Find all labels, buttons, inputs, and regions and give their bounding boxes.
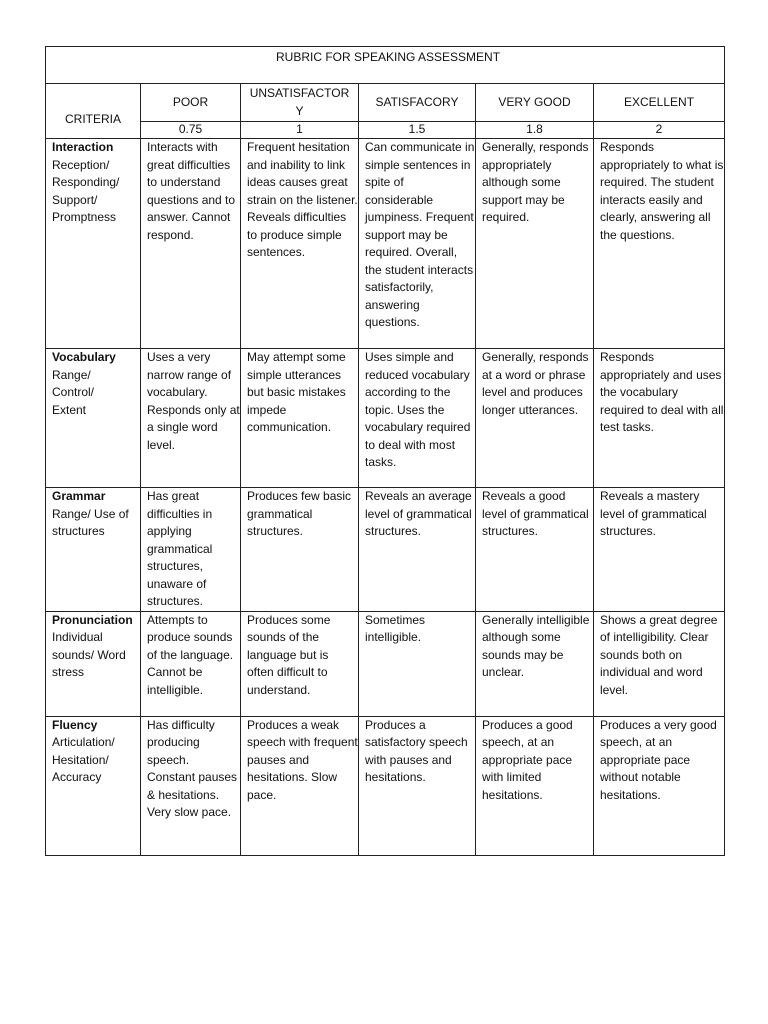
descriptor-text: Attempts to produce sounds of the language. Cannot be intelligible. bbox=[147, 612, 234, 697]
criterion-subtitle: Articulation/ Hesitation/ Accuracy bbox=[52, 735, 115, 784]
criterion-subtitle: Range/ Control/ Extent bbox=[52, 367, 95, 417]
descriptor-cell bbox=[476, 139, 594, 349]
descriptor-text: Interacts with great difficulties to understand questions and to answer. Cannot respond. bbox=[147, 140, 236, 242]
criterion-name: Fluency bbox=[52, 717, 98, 732]
descriptor-text: May attempt some simple utterances but basic mistakes impede communication. bbox=[247, 350, 346, 434]
descriptor-text: Frequent hesitation and inability to link ideas causes great strain on the listener. Reveals difficulties to produce simple sentences. bbox=[247, 140, 358, 259]
criterion-name: Interaction bbox=[52, 140, 114, 154]
level-header-satisfactory: SATISFACORY bbox=[359, 84, 476, 122]
descriptor-text: Can communicate in simple sentences in spite of considerable jumpiness. Frequent support may be required. Overall, the student interacts satisfactorily, answering questions. bbox=[365, 140, 475, 329]
descriptor-cell bbox=[359, 716, 476, 855]
criterion-row-pronunciation bbox=[46, 611, 725, 716]
descriptor-cell bbox=[359, 488, 476, 612]
descriptor-text: Produces a satisfactory speech with pauses and hesitations. bbox=[365, 717, 468, 784]
descriptor-text: Uses a very narrow range of vocabulary. Responds only at a single word level. bbox=[147, 350, 240, 452]
level-header-very-good: VERY GOOD bbox=[476, 84, 594, 122]
criterion-subtitle: Individual sounds/ Word stress bbox=[52, 630, 126, 679]
descriptor-cell bbox=[359, 611, 476, 716]
descriptor-cell bbox=[141, 611, 241, 716]
descriptor-cell bbox=[359, 349, 476, 488]
descriptor-cell bbox=[594, 611, 725, 716]
title-row bbox=[46, 47, 725, 84]
criterion-name: Grammar bbox=[52, 489, 106, 503]
score-excellent: 2 bbox=[594, 122, 725, 139]
score-satisfactory: 1.5 bbox=[359, 122, 476, 139]
criterion-row-fluency bbox=[46, 716, 725, 855]
descriptor-cell bbox=[141, 349, 241, 488]
descriptor-cell bbox=[594, 349, 725, 488]
descriptor-cell bbox=[141, 488, 241, 612]
descriptor-text: Generally intelligible although some sounds may be unclear. bbox=[482, 612, 590, 679]
criterion-cell bbox=[46, 611, 141, 716]
descriptor-cell bbox=[594, 139, 725, 349]
criterion-row-interaction bbox=[46, 139, 725, 349]
descriptor-text: Responds appropriately to what is required. The student interacts easily and clearly, answering all the questions. bbox=[600, 140, 724, 242]
descriptor-cell bbox=[241, 139, 359, 349]
score-poor: 0.75 bbox=[141, 122, 241, 139]
score-unsatisfactory: 1 bbox=[241, 122, 359, 139]
descriptor-text: Produces few basic grammatical structures. bbox=[247, 489, 352, 538]
level-header-excellent: EXCELLENT bbox=[594, 84, 725, 122]
level-header-unsatisfactory-label: UNSATISFACTOR Y bbox=[249, 86, 350, 118]
descriptor-text: Reveals an average level of grammatical structures. bbox=[365, 489, 472, 538]
descriptor-cell bbox=[241, 349, 359, 488]
descriptor-text: Reveals a mastery level of grammatical structures. bbox=[600, 489, 707, 538]
descriptor-text: Reveals a good level of grammatical structures. bbox=[482, 489, 589, 538]
descriptor-cell bbox=[594, 716, 725, 855]
descriptor-text: Produces a very good speech, at an appropriate pace without notable hesitations. bbox=[600, 717, 717, 802]
criterion-cell bbox=[46, 349, 141, 488]
descriptor-cell bbox=[594, 488, 725, 612]
descriptor-text: Produces a good speech, at an appropriate pace with limited hesitations. bbox=[482, 717, 573, 802]
descriptor-cell bbox=[476, 349, 594, 488]
descriptor-cell bbox=[241, 611, 359, 716]
criterion-name: Vocabulary bbox=[52, 350, 116, 364]
descriptor-text: Sometimes intelligible. bbox=[365, 612, 426, 644]
descriptor-text: Produces some sounds of the language but is often difficult to understand. bbox=[247, 612, 331, 697]
descriptor-text: Responds appropriately and uses the vocabulary required to deal with all test tasks. bbox=[600, 350, 724, 434]
descriptor-text: Generally, responds appropriately although some support may be required. bbox=[482, 140, 589, 224]
criterion-name: Pronunciation bbox=[52, 612, 133, 627]
score-very-good: 1.8 bbox=[476, 122, 594, 139]
descriptor-cell bbox=[476, 716, 594, 855]
descriptor-text: Has difficulty producing speech. Constant pauses & hesitations. Very slow pace. bbox=[147, 717, 238, 819]
descriptor-text: Generally, responds at a word or phrase level and produces longer utterances. bbox=[482, 350, 589, 417]
criterion-subtitle: Range/ Use of structures bbox=[52, 506, 129, 538]
criterion-row-grammar bbox=[46, 488, 725, 612]
level-header-unsatisfactory bbox=[241, 84, 359, 122]
level-header-row bbox=[46, 84, 725, 122]
descriptor-text: Uses simple and reduced vocabulary according to the topic. Uses the vocabulary required to deal with most tasks. bbox=[365, 350, 471, 469]
criterion-cell bbox=[46, 716, 141, 855]
score-row bbox=[46, 122, 725, 139]
criteria-header bbox=[46, 84, 141, 139]
descriptor-cell bbox=[241, 716, 359, 855]
speaking-rubric-table bbox=[45, 46, 725, 856]
level-header-poor: POOR bbox=[141, 84, 241, 122]
descriptor-text: Has great difficulties in applying grammatical structures, unaware of structures. bbox=[147, 489, 213, 608]
descriptor-cell bbox=[141, 716, 241, 855]
criteria-header-label: CRITERIA bbox=[64, 111, 121, 126]
criterion-row-vocabulary bbox=[46, 349, 725, 488]
criterion-cell bbox=[46, 139, 141, 349]
descriptor-text: Shows a great degree of intelligibility. Clear sounds both on individual and word level. bbox=[600, 612, 718, 697]
descriptor-cell bbox=[359, 139, 476, 349]
criterion-subtitle: Reception/ Responding/ Support/ Promptness bbox=[52, 157, 120, 224]
descriptor-cell bbox=[476, 611, 594, 716]
descriptor-text: Produces a weak speech with frequent pauses and hesitations. Slow pace. bbox=[247, 717, 358, 802]
descriptor-cell bbox=[476, 488, 594, 612]
rubric-title: RUBRIC FOR SPEAKING ASSESSMENT bbox=[46, 47, 725, 84]
descriptor-cell bbox=[141, 139, 241, 349]
criterion-cell bbox=[46, 488, 141, 612]
descriptor-cell bbox=[241, 488, 359, 612]
